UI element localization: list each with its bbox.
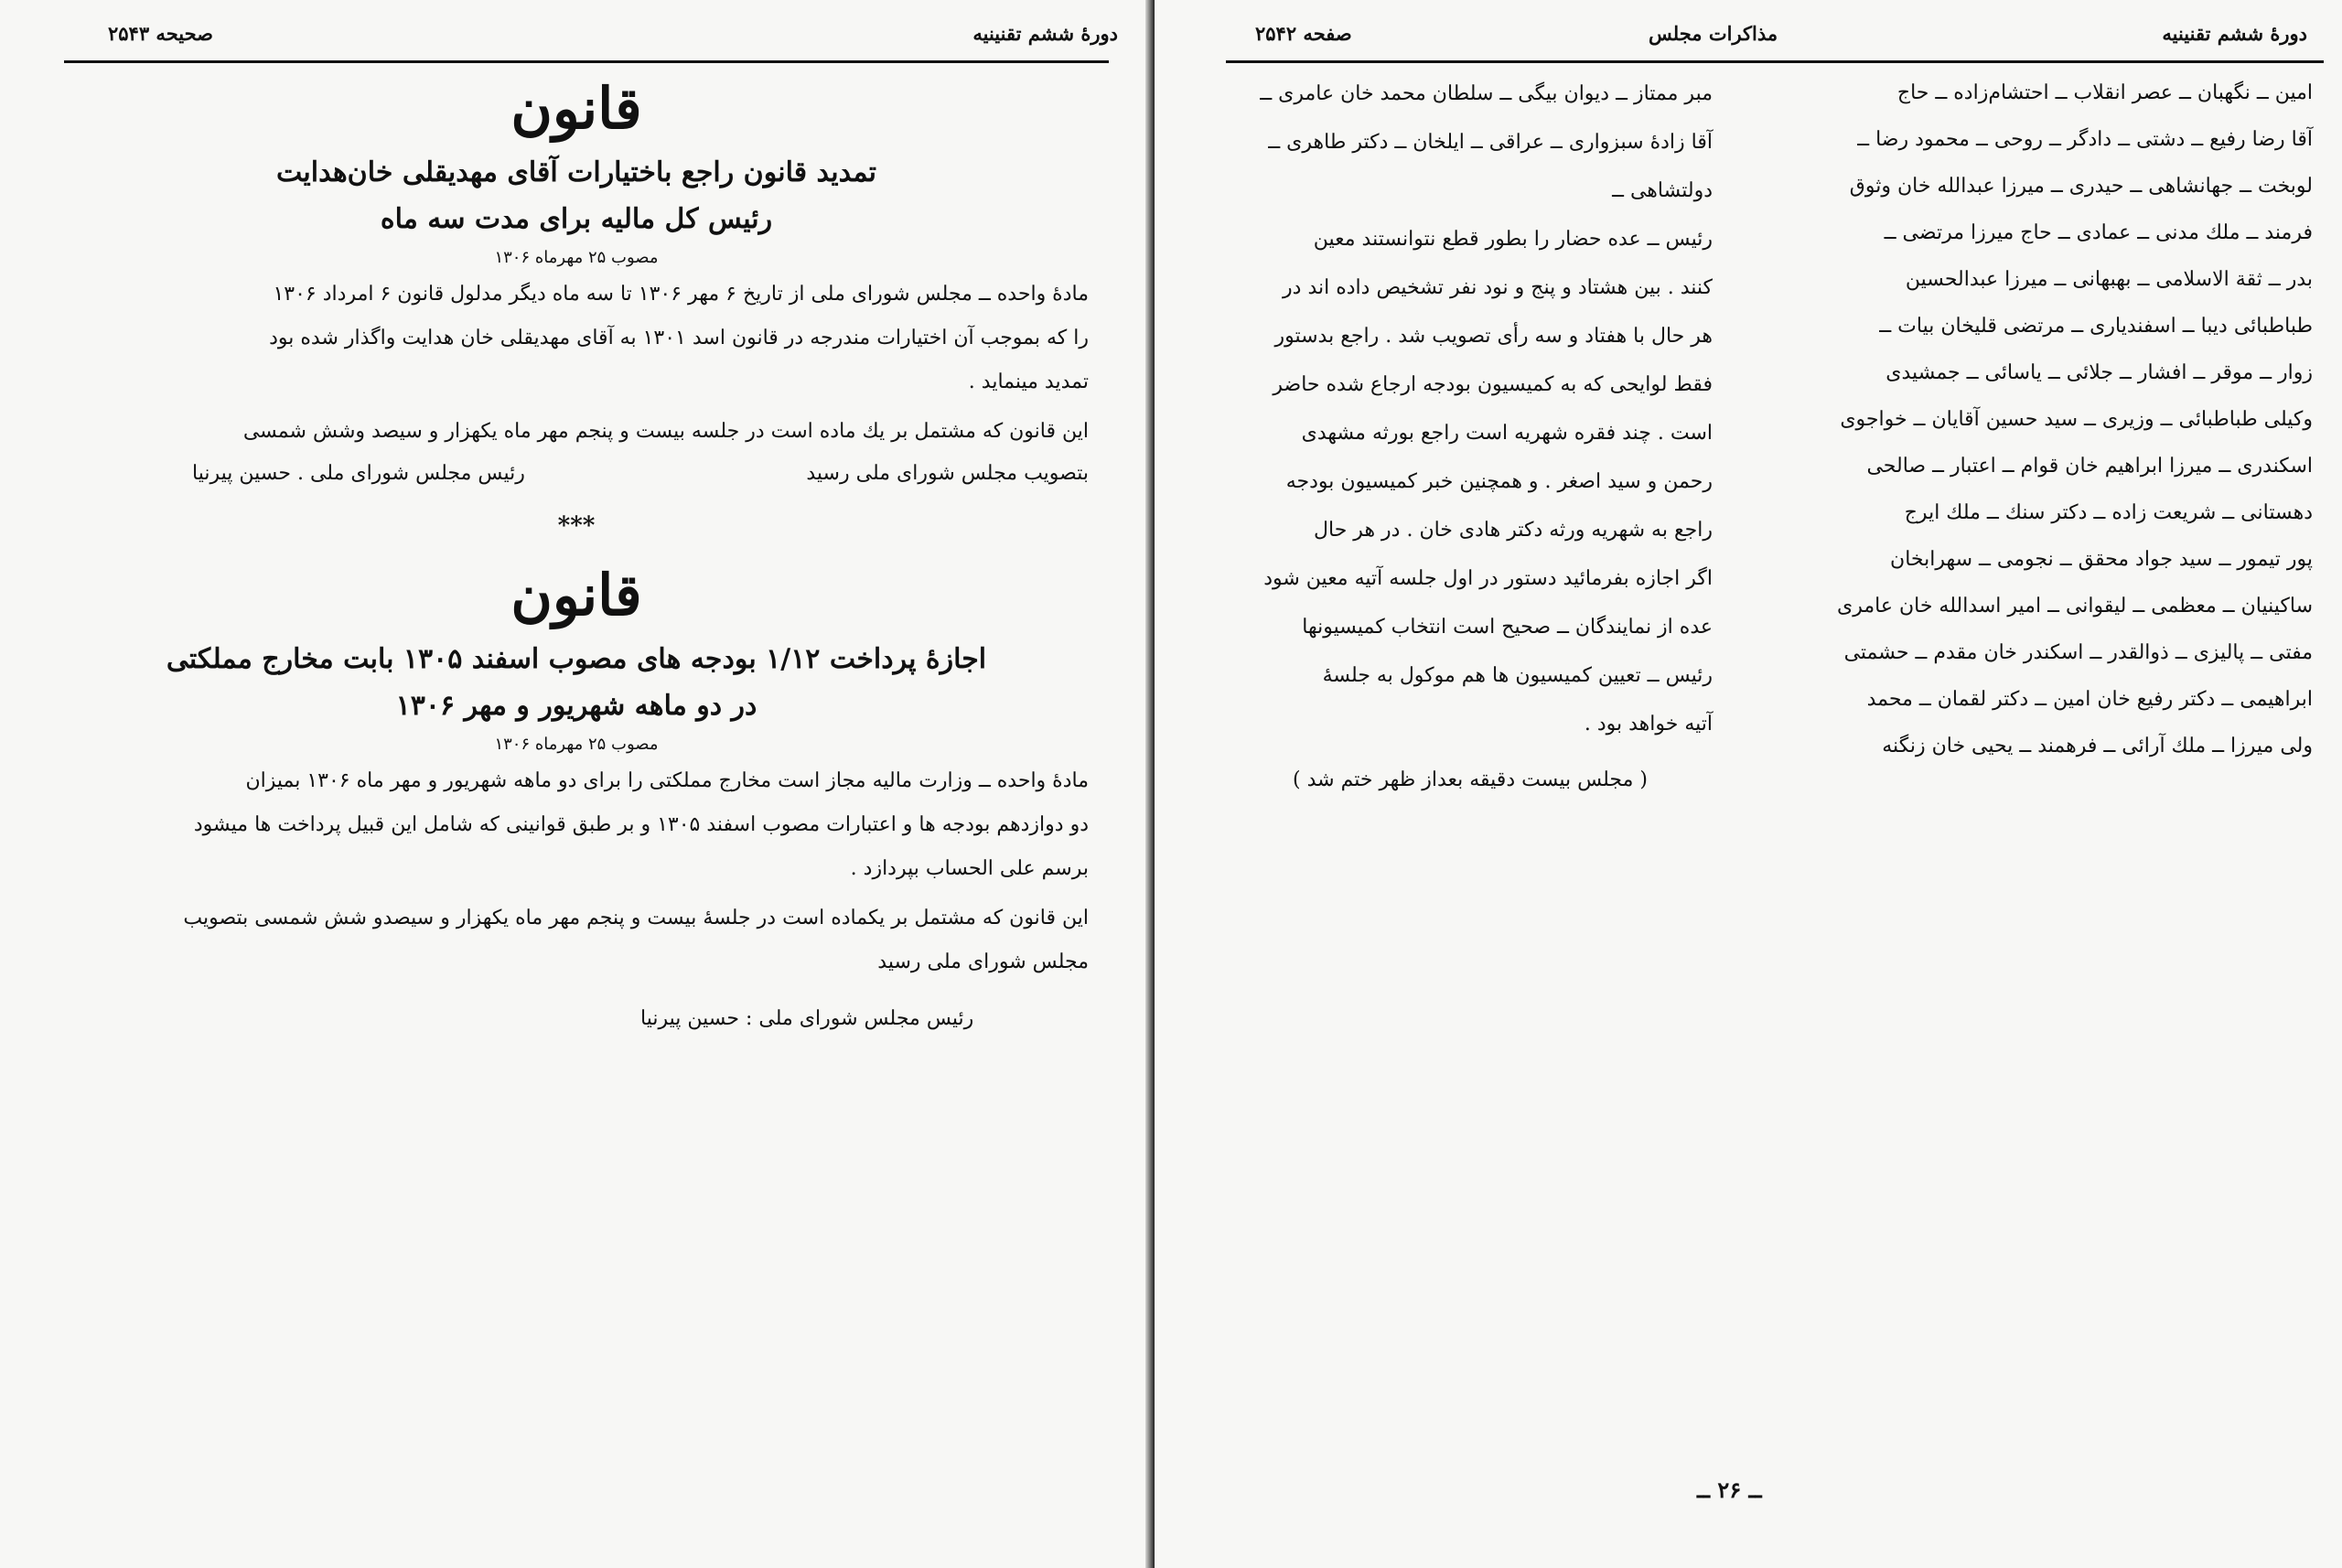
discussion-line: رئیس ــ عده حضار را بطور قطع نتوانستند معین: [1313, 228, 1713, 251]
law-2-title: قانون: [510, 562, 642, 628]
right-page: [1155, 0, 2342, 1568]
discussion-line: مبر ممتاز ــ دیوان بیگی ــ سلطان محمد خان عامری ــ: [1260, 82, 1713, 105]
right-header-session-label: دورۀ ششم تقنینیه: [2162, 22, 2307, 45]
law-2-signature-row: [64, 999, 1089, 1039]
law-1-subtitle-2: رئیس کل مالیه برای مدت سه ماه: [380, 203, 773, 235]
discussion-line: دولتشاهی ــ: [1612, 179, 1713, 202]
discussion-line: است . چند فقره شهریه است راجع بورثه مشهدی: [1301, 422, 1713, 445]
law-separator: ***: [557, 512, 596, 540]
discussion-line: هر حال با هفتاد و سه رأی تصویب شد . راجع بدستور: [1274, 325, 1713, 348]
right-header-rule: [1226, 60, 2324, 63]
law-1-article: [64, 273, 1089, 404]
law-2-article-line: مادۀ واحده ــ وزارت مالیه مجاز است مخارج مملکتی را برای دو ماهه شهریور و مهر ماه ۱۳۰۶ بمیزان: [245, 769, 1089, 792]
names-line: مفتی ــ پالیزی ــ ذوالقدر ــ اسکندر خان مقدم ــ حشمتی: [1843, 641, 2313, 664]
names-line: ولی میرزا ــ ملك آرائی ــ فرهمند ــ یحیی خان زنگنه: [1882, 735, 2313, 757]
law-2-closing: [64, 897, 1089, 984]
names-line: وکیلی طباطبائی ــ وزیری ــ سید حسین آقایان ــ خواجوی: [1840, 408, 2313, 431]
law-1-approved-date: مصوب ۲۵ مهرماه ۱۳۰۶: [494, 248, 659, 267]
left-header-page-label: صحیحه ۲۵۴۳: [108, 22, 213, 45]
discussion-line: رحمن و سید اصغر . و همچنین خبر کمیسیون بودجه: [1285, 470, 1713, 493]
law-1-closing: [64, 410, 1089, 454]
names-line: آقا رضا رفیع ــ دشتی ــ دادگر ــ روحی ــ محمود رضا ــ: [1857, 128, 2313, 151]
law-2-closing-line: مجلس شورای ملی رسید: [877, 950, 1089, 973]
right-header-title: مذاکرات مجلس: [1649, 22, 1778, 45]
law-1-signature: رئیس مجلس شورای ملی . حسین پیرنیا: [192, 462, 525, 485]
names-line: امین ــ نگهبان ــ عصر انقلاب ــ احتشام‌زاده ــ حاج: [1896, 81, 2313, 104]
law-1-signature-row: [64, 454, 1089, 494]
law-2-article-line: دو دوازدهم بودجه ها و اعتبارات مصوب اسفند ۱۳۰۵ و بر طبق قوانینی که شامل این قبیل پرداخت ها میشود: [193, 813, 1089, 836]
law-1-closing-line: این قانون که مشتمل بر یك ماده است در جلسه بیست و پنجم مهر ماه یکهزار و سیصد وشش شمسی: [242, 420, 1089, 443]
names-line: ساکینیان ــ معظمی ــ لیقوانی ــ امیر اسدالله خان عامری: [1837, 595, 2313, 618]
right-header-page-label: صفحه ۲۵۴۲: [1255, 22, 1352, 45]
law-2-subtitle-2: در دو ماهه شهریور و مهر ۱۳۰۶: [395, 690, 757, 722]
left-page: [0, 0, 1155, 1568]
names-line: فرمند ــ ملك مدنی ــ عمادی ــ حاج میرزا مرتضی ــ: [1884, 221, 2313, 244]
law-2: [64, 562, 1089, 1039]
names-line: دهستانی ــ شریعت زاده ــ دکتر سنك ــ ملك ایرج: [1904, 501, 2313, 524]
law-2-closing-line: این قانون که مشتمل بر یکماده است در جلسۀ بیست و پنجم مهر ماه یکهزار و سیصدو شش شمسی بتصویب: [183, 907, 1089, 929]
discussion-line: آتیه خواهد بود .: [1584, 713, 1713, 736]
law-2-article-line: برسم علی الحساب بپردازد .: [850, 857, 1089, 880]
names-line: بدر ــ ثقة الاسلامی ــ بهبهانی ــ میرزا عبدالحسین: [1905, 268, 2313, 291]
law-1: [64, 75, 1089, 540]
names-line: پور تیمور ــ سید جواد محقق ــ نجومی ــ سهرابخان: [1890, 548, 2313, 571]
names-line: اسکندری ــ میرزا ابراهیم خان قوام ــ اعتبار ــ صالحی: [1866, 455, 2313, 478]
law-1-article-line: را که بموجب آن اختیارات مندرجه در قانون اسد ۱۳۰۱ به آقای مهدیقلی خان هدایت واگذار شده بود: [269, 327, 1089, 349]
law-1-title: قانون: [510, 75, 642, 142]
names-line: زوار ــ موقر ــ افشار ــ جلائی ــ یاسائی ــ جمشیدی: [1885, 361, 2313, 384]
discussion-line: آقا زادۀ سبزواری ــ عراقی ــ ایلخان ــ دکتر طاهری ــ: [1268, 131, 1713, 154]
discussion-line: عده از نمایندگان ــ صحیح است انتخاب کمیسیونها: [1302, 616, 1713, 639]
discussion-line: رئیس ــ تعیین کمیسیون ها هم موکول به جلسۀ: [1322, 664, 1713, 687]
law-1-article-line: تمدید مینماید .: [968, 371, 1089, 393]
page-number: ــ ۲۶ ــ: [1697, 1477, 1762, 1503]
law-1-subtitle: تمدید قانون راجع باختیارات آقای مهدیقلی خان‌هدایت: [275, 156, 877, 188]
discussion-line: اگر اجازه بفرمائید دستور در اول جلسه آتیه معین شود: [1263, 567, 1713, 590]
names-line: لوبخت ــ جهانشاهی ــ حیدری ــ میرزا عبدالله خان وثوق: [1849, 175, 2313, 198]
law-1-article-line: مادۀ واحده ــ مجلس شورای ملی از تاریخ ۶ مهر ۱۳۰۶ تا سه ماه دیگر مدلول قانون ۶ امرداد ۱۳۰۶: [273, 283, 1089, 306]
law-2-signature: رئیس مجلس شورای ملی : حسین پیرنیا: [640, 1007, 974, 1030]
discussion-line: راجع به شهریه ورثه دکتر هادی خان . در هر حال: [1314, 519, 1713, 542]
names-line: طباطبائی دیبا ــ اسفندیاری ــ مرتضی قلیخان بیات ــ: [1879, 315, 2313, 338]
law-1-closing-line: بتصویب مجلس شورای ملی رسید: [806, 462, 1089, 485]
law-2-article: [64, 759, 1089, 891]
discussion-line: فقط لوایحی که به کمیسیون بودجه ارجاع شده حاضر: [1273, 373, 1713, 396]
law-2-approved-date: مصوب ۲۵ مهرماه ۱۳۰۶: [494, 735, 659, 754]
law-2-subtitle: اجازۀ پرداخت ۱/۱۲ بودجه های مصوب اسفند ۱۳۰۵ بابت مخارج مملکتی: [166, 643, 987, 675]
discussion-column: [1228, 70, 1713, 804]
names-line: ابراهیمی ــ دکتر رفیع خان امین ــ دکتر لقمان ــ محمد: [1866, 688, 2313, 711]
discussion-line: کنند . بین هشتاد و پنج و نود نفر تشخیص داده اند در: [1283, 276, 1713, 299]
adjournment-note: ( مجلس بیست دقیقه بعداز ظهر ختم شد ): [1293, 768, 1648, 791]
left-header-rule: [64, 60, 1109, 63]
left-header-session-label: دورۀ ششم تقنینیه: [972, 22, 1118, 45]
names-column: [1755, 70, 2313, 769]
